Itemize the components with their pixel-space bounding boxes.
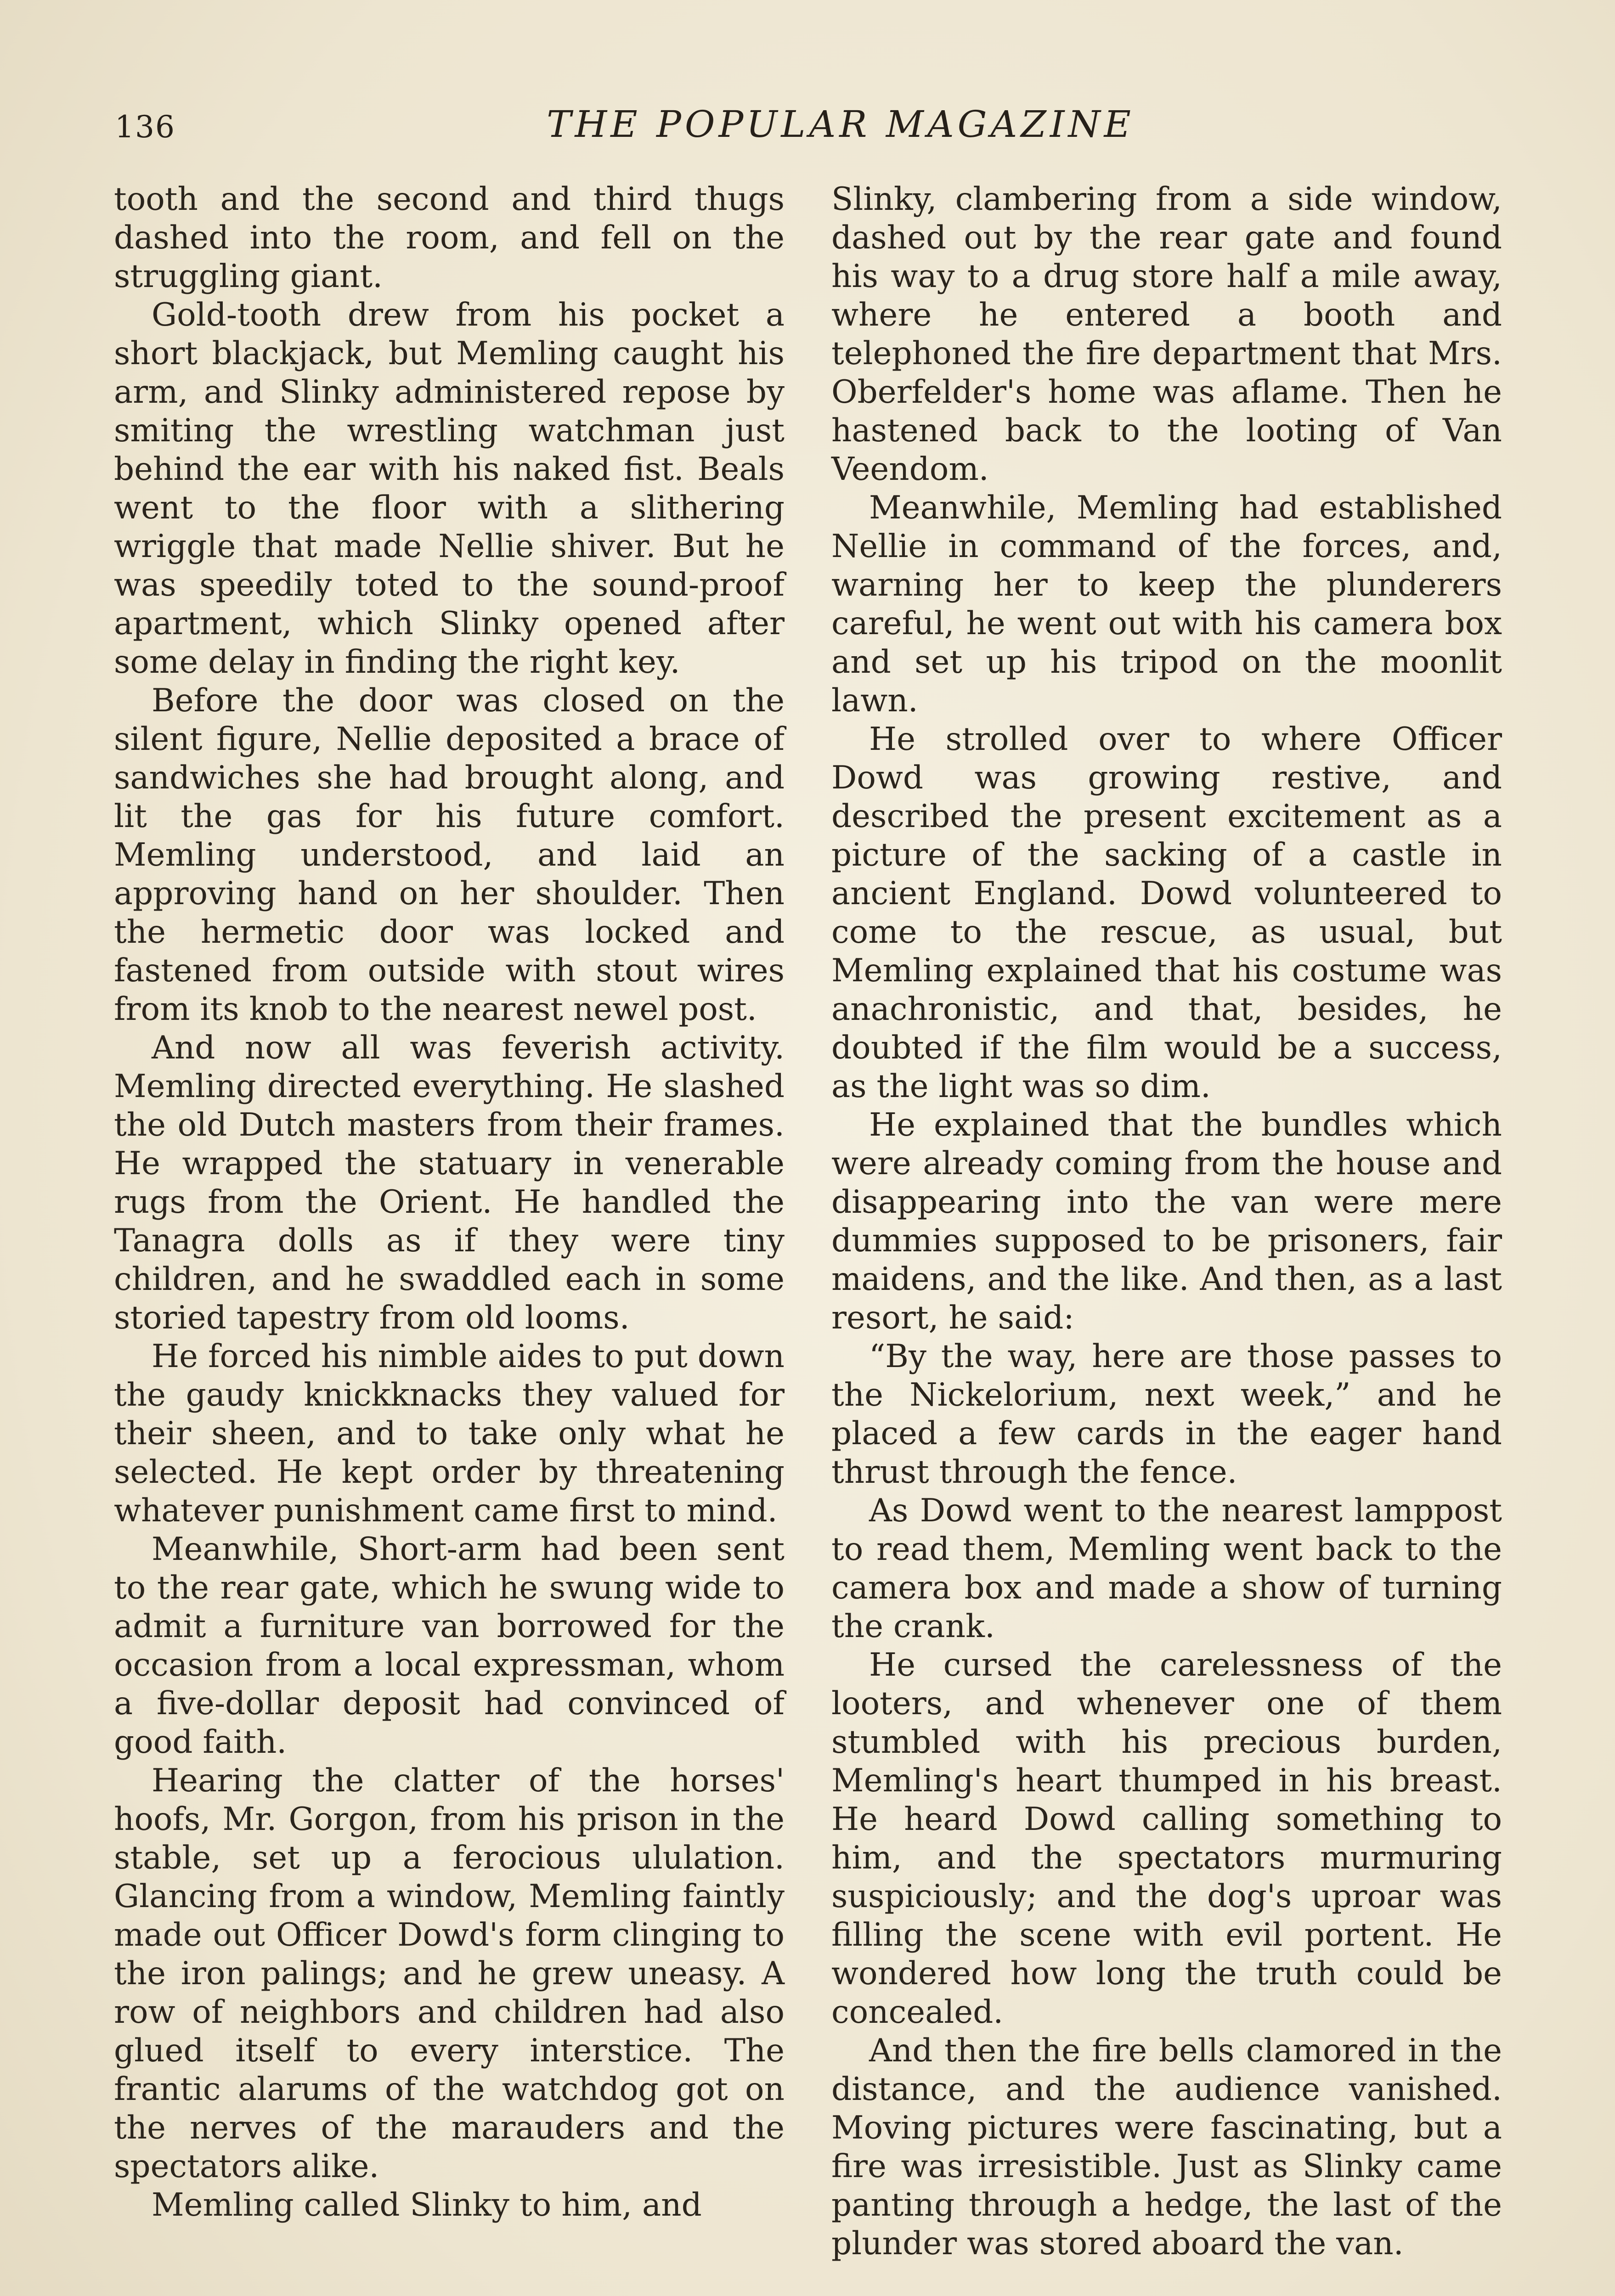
paragraph: He cursed the carelessness of the looters, and whenever one of them stumbled with his precious burden, Memling's heart thumped in his breast. He heard Dowd calling something to him, and the spectators murmuring suspiciously; and the dog's uproar was filling the scene with evil portent. He wondered how long the truth could be concealed. xyxy=(831,1647,1502,2031)
page-number: 136 xyxy=(115,109,175,145)
paragraph: He strolled over to where Officer Dowd was growing restive, and described the present excitement as a picture of the sacking of a castle in ancient England. Dowd volunteered to come to the rescue, as usual, but Memling explained that his costume was anachronistic, and that, besides, he doubted if the film would be a success, as the light was so dim. xyxy=(831,721,1502,1105)
paragraph: Slinky, clambering from a side window, dashed out by the rear gate and found his way to a drug store half a mile away, where he entered a booth and telephoned the fire department that Mrs. Oberfelder's home was aflame. Then he hastened back to the looting of Van Veendom. xyxy=(831,181,1502,488)
paragraph: And now all was feverish activity. Memling directed everything. He slashed the old Dutch masters from their frames. He wrapped the statuary in venerable rugs from the Orient. He handled the Tanagra dolls as if they were tiny children, and he swaddled each in some storied tapestry from old looms. xyxy=(114,1030,785,1336)
paragraph: tooth and the second and third thugs dashed into the room, and fell on the struggling giant. xyxy=(114,181,785,295)
paragraph: He explained that the bundles which were already coming from the house and disappearing into the van were mere dummies supposed to be prisoners, fair maidens, and the like. And then, as a last resort, he said: xyxy=(831,1107,1502,1336)
paragraph: Meanwhile, Short-arm had been sent to the rear gate, which he swung wide to admit a furniture van borrowed for the occasion from a local expressman, whom a five-dollar deposit had convinced of good faith. xyxy=(114,1531,785,1761)
paragraph: As Dowd went to the nearest lamppost to read them, Memling went back to the camera box and made a show of turning the crank. xyxy=(831,1492,1502,1645)
paragraph: Memling called Slinky to him, and xyxy=(152,2187,702,2223)
page-header xyxy=(115,96,1502,152)
running-head: THE POPULAR MAGAZINE xyxy=(547,103,1135,146)
paragraph: And then the fire bells clamored in the distance, and the audience vanished. Moving pictures were fascinating, but a fire was irresistible. Just as Slinky came panting through a hedge, the last of the plunder was stored aboard the van. xyxy=(831,2032,1502,2262)
paragraph: “By the way, here are those passes to the Nickelorium, next week,” and he placed a few cards in the eager hand thrust through the fence. xyxy=(831,1338,1502,1491)
right-column xyxy=(831,180,1502,2263)
left-column xyxy=(114,180,785,2224)
paragraph: Gold-tooth drew from his pocket a short blackjack, but Memling caught his arm, and Slinky administered repose by smiting the wrestling watchman just behind the ear with his naked fist. Beals went to the floor with a slithering wriggle that made Nellie shiver. But he was speedily toted to the sound-proof apartment, which Slinky opened after some delay in finding the right key. xyxy=(114,297,785,681)
paragraph: Before the door was closed on the silent figure, Nellie deposited a brace of sandwiches she had brought along, and lit the gas for his future comfort. Memling understood, and laid an approving hand on her shoulder. Then the hermetic door was locked and fastened from outside with stout wires from its knob to the nearest newel post. xyxy=(114,682,785,1028)
paragraph: Meanwhile, Memling had established Nellie in command of the forces, and, warning her to keep the plunderers careful, he went out with his camera box and set up his tripod on the moonlit lawn. xyxy=(831,490,1502,719)
paragraph: He forced his nimble aides to put down the gaudy knickknacks they valued for their sheen, and to take only what he selected. He kept order by threatening whatever punishment came first to mind. xyxy=(114,1338,785,1529)
paragraph: Hearing the clatter of the horses' hoofs, Mr. Gorgon, from his prison in the stable, set up a ferocious ululation. Glancing from a window, Memling faintly made out Officer Dowd's form clinging to the iron palings; and he grew uneasy. A row of neighbors and children had also glued itself to every interstice. The frantic alarums of the watchdog got on the nerves of the marauders and the spectators alike. xyxy=(114,1762,785,2185)
